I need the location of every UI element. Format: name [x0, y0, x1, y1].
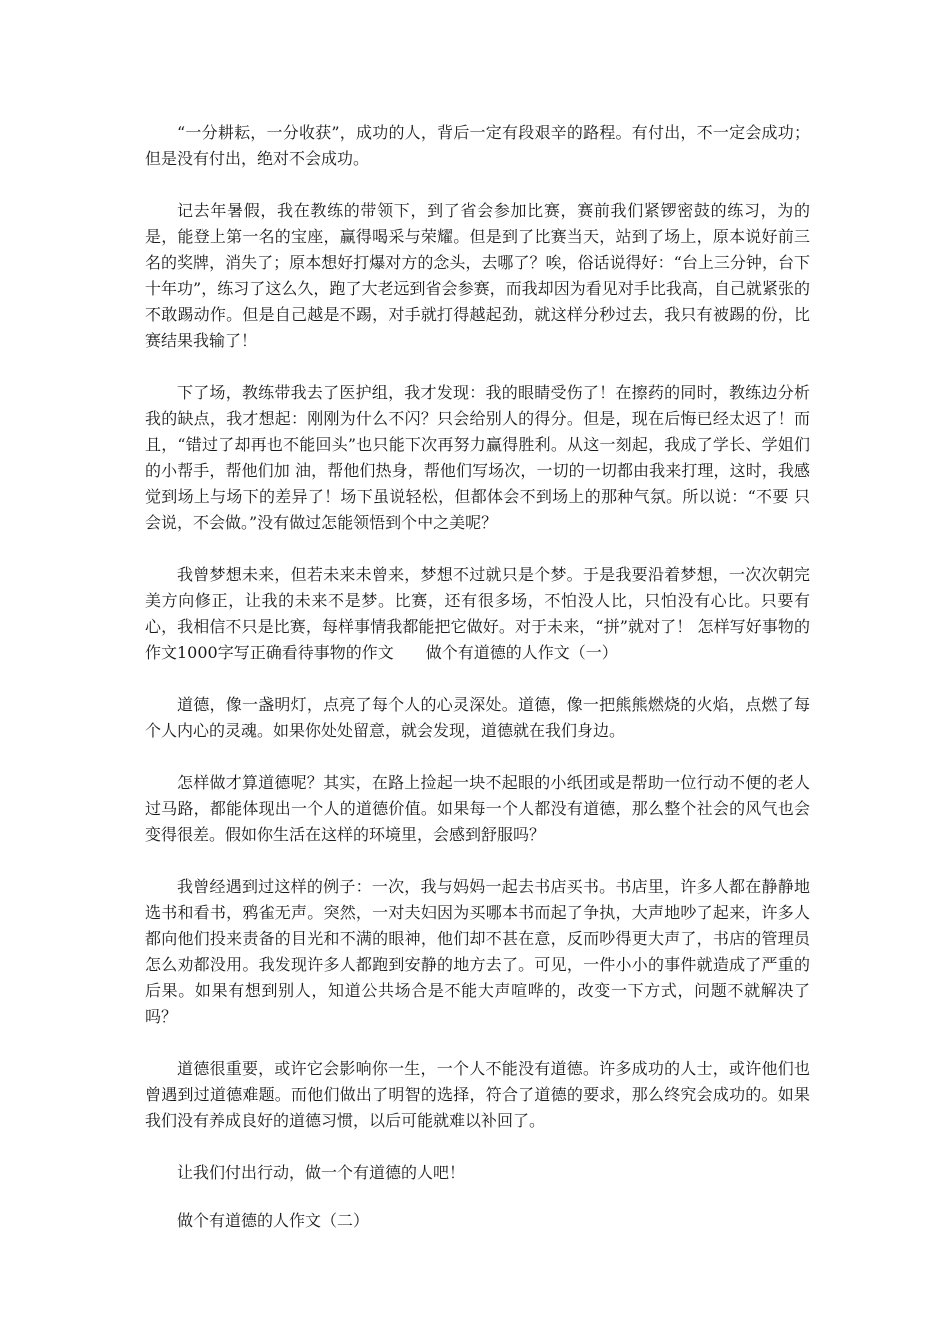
- paragraph-3: 下了场，教练带我去了医护组，我才发现：我的眼睛受伤了！在擦药的同时，教练边分析我的缺点，我才想起：刚刚为什么不闪？只会给别人的得分。但是，现在后悔已经太迟了！而且，“错过了却再也不能回头”也只能下次再努力赢得胜利。从这一刻起，我成了学长、学姐们的小帮手，帮他们加 油，帮他们热身，帮他们写场次，一切的一切都由我来打理，这时，我感觉到场上与场下的差异了！场下虽说轻松，但都体会不到场上的那种气氛。所以说：“不要 只会说，不会做。”没有做过怎能领悟到个中之美呢？: [145, 383, 810, 532]
- paragraph-9: 让我们付出行动，做一个有道德的人吧！: [177, 1163, 466, 1182]
- document-page: [145, 120, 810, 1260]
- paragraph-8: 道德很重要，或许它会影响你一生，一个人不能没有道德。许多成功的人士，或许他们也曾遇到过道德难题。而他们做出了明智的选择，符合了道德的要求，那么终究会成功的。如果我们没有养成良好的道德习惯，以后可能就难以补回了。: [145, 1059, 810, 1130]
- section-heading: 做个有道德的人作文（二）: [177, 1211, 370, 1230]
- paragraph-1: “一分耕耘，一分收获”，成功的人，背后一定有段艰辛的路程。有付出，不一定会成功；但是没有付出，绝对不会成功。: [145, 123, 810, 168]
- paragraph-2: 记去年暑假，我在教练的带领下，到了省会参加比赛，赛前我们紧锣密鼓的练习，为的是，能登上第一名的宝座，赢得喝采与荣耀。但是到了比赛当天，站到了场上，原本说好前三名的奖牌，消失了；原本想好打爆对方的念头，去哪了？唉，俗话说得好：“台上三分钟，台下十年功”，练习了这么久，跑了大老远到省会参赛，而我却因为看见对手比我高，自己就紧张的不敢踢动作。但是自己越是不踢，对手就打得越起劲，就这样分秒过去，我只有被踢的份，比赛结果我输了！: [145, 201, 810, 350]
- paragraph-4: 我曾梦想未来，但若未来未曾来，梦想不过就只是个梦。于是我要沿着梦想，一次次朝完美方向修正，让我的未来不是梦。比赛，还有很多场，不怕没人比，只怕没有心比。只要有心，我相信不只是比赛，每样事情我都能把它做好。对于未来，“拼”就对了！ 怎样写好事物的作文1000字写正确看待事物的作文 做个有道德的人作文（一）: [145, 565, 810, 662]
- paragraph-5: 道德，像一盏明灯，点亮了每个人的心灵深处。道德，像一把熊熊燃烧的火焰，点燃了每个人内心的灵魂。如果你处处留意，就会发现，道德就在我们身边。: [145, 695, 810, 740]
- paragraph-6: 怎样做才算道德呢？其实，在路上捡起一块不起眼的小纸团或是帮助一位行动不便的老人过马路，都能体现出一个人的道德价值。如果每一个人都没有道德，那么整个社会的风气也会变得很差。假如你生活在这样的环境里，会感到舒服吗？: [145, 773, 810, 844]
- paragraph-7: 我曾经遇到过这样的例子：一次，我与妈妈一起去书店买书。书店里，许多人都在静静地选书和看书，鸦雀无声。突然，一对夫妇因为买哪本书而起了争执，大声地吵了起来，许多人都向他们投来责备的目光和不满的眼神，他们却不甚在意，反而吵得更大声了，书店的管理员怎么劝都没用。我发现许多人都跑到安静的地方去了。可见，一件小小的事件就造成了严重的后果。如果有想到别人，知道公共场合是不能大声喧哗的，改变一下方式，问题不就解决了吗？: [145, 877, 810, 1026]
